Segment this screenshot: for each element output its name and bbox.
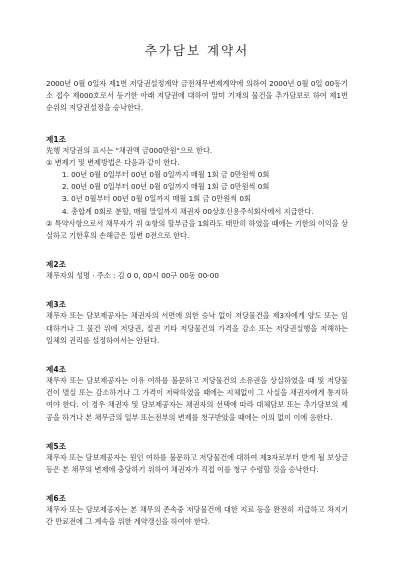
payment-item: 1. 00년 0월 0일부터 00년 0월 0일까지 매월 1회 금 0만원씩 0회: [62, 170, 270, 180]
article-1: [46, 134, 348, 243]
article-heading: 제2조: [46, 260, 66, 270]
article-text: 채무자 또는 담보제공자는 본 채무의 존속중 저당물건에 대한 지료 등을 완전히 지급하고 차지기간 만료전에 그 계속을 위한 계약갱신을 하여야 한다.: [46, 505, 348, 527]
article-5: [46, 441, 348, 476]
article-clause: ① 변제기 및 변제방법은 다음과 같이 한다.: [46, 157, 180, 167]
article-2: [46, 259, 348, 282]
article-4: [46, 364, 348, 424]
payment-item: 2. 00년 0월 0일부터 00년 0월 0일까지 매월 1회 금 0만원씩 0회: [62, 182, 270, 192]
article-text: 채무자 또는 담보제공자는 원인 여하를 불문하고 저당물건에 대하여 제3자로부터 받게 될 보상금 등은 본 채무의 변제에 충당하기 위하여 채권자가 직접 이를 청구 수령할 것을 승낙한다.: [46, 452, 348, 475]
article-heading: 제3조: [46, 300, 66, 310]
article-3: [46, 299, 348, 347]
payment-item: 4. 총합계 0회로 분할, 매월 말일까지 채권자 00상호신용주식회사에서 지급한다.: [62, 206, 314, 216]
article-text: 先행 저당권의 표시는 "채권액 금000만원"으로 한다.: [46, 145, 213, 155]
article-6: [46, 493, 348, 528]
intro-paragraph: 2000년 0월 0일자 제1번 저당권설정계약 금전채무변제계약에 의하여 2000년 0월 0일 00등기소 접수 제000호로서 등기한 아래 저당권에 대하여 말미 기재의 물건을 추가담보로 하여 제1번 순위의 저당권설정을 승낙한다.: [46, 79, 348, 113]
article-heading: 제1조: [46, 134, 66, 144]
payment-item: 3. 0년 0월부터 00년 0월 0일까지 매월 1회 금 0만원씩 0회: [62, 194, 251, 204]
document-title: 추가담보 계약서: [144, 43, 250, 58]
article-heading: 제5조: [46, 441, 66, 451]
article-heading: 제4조: [46, 365, 66, 375]
article-text: 채무자 또는 담보제공자는 이유 여하를 불문하고 저당물건의 소유권을 상실하였을 때 및 저당물건이 멸실 또는 감소하거나 그 가격이 저락하였을 때에는 지체없이 그 사실을 채권자에게 통지하여야 한다. 이 경우 채권자 및 담보제공자는 채권자의 선택에 따라 대체담보 또는 추가담보의 제공을 하거나 본 채무금의 일부 또는전부의 변제를 청구받았을 때에는 이의 없이 이에 응한다.: [46, 376, 348, 422]
article-text: 채무자 또는 담보제공자는 채권자의 서면에 의한 승낙 없이 저당물건을 제3자에게 양도 또는 임대하거나 그 물건 위에 저당권, 질권 기타 저당물건의 가격을 감소 또는 저당권실행을 저해하는 일체의 권리를 설정하여서는 안된다.: [46, 311, 348, 345]
article-text: 채무자의 성명 · 주소 : 김 0 0, 00시 00구 00동 00-00: [46, 271, 219, 281]
article-heading: 제6조: [46, 494, 66, 504]
article-clause: ② 특약사항으로서 채무자가 위 ①항의 할부금을 1회라도 태만히 하였을 때에는 기한의 이익을 상실하고 기한후의 손해금은 일변 0전으로 한다.: [46, 218, 348, 241]
